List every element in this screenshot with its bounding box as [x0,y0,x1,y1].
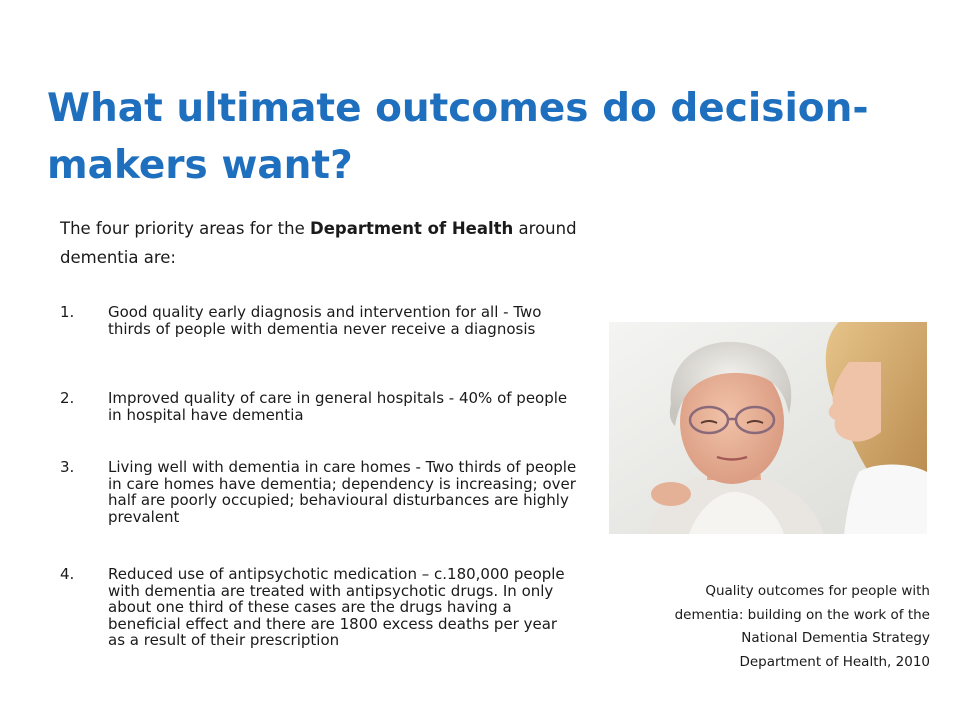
caption-line-1: Quality outcomes for people with [705,583,930,599]
caption-line-4: Department of Health, 2010 [739,653,930,670]
intro-text-before: The four priority areas for the [60,219,310,238]
priority-item-2 [60,390,600,423]
priority-number: 2. [60,389,75,407]
figure-caption [610,580,930,674]
intro-text-emphasis: Department of Health [310,219,514,238]
priority-item-1 [60,304,600,337]
priority-item-4 [60,566,600,649]
slide-title: What ultimate outcomes do decision-makers want? [47,86,869,188]
priority-text: Reduced use of antipsychotic medication – c.180,000 people with dementia are treated with antipsychotic drugs. In only about one third of these cases are the drugs having a beneficial effect and there are 1800 excess deaths per year as a result of their prescription [108,565,565,649]
priority-number: 1. [60,303,75,321]
priority-number: 3. [60,458,75,476]
caption-line-2: dementia: building on the work of the [674,606,930,623]
priority-number: 4. [60,565,75,583]
carer-with-older-woman-photo [609,322,927,534]
intro-text-after: around dementia are: [60,219,577,267]
intro-text [60,214,600,272]
priority-text: Good quality early diagnosis and intervention for all - Two thirds of people with dementia never receive a diagnosis [108,303,542,338]
priority-text: Living well with dementia in care homes - Two thirds of people in care homes have dementia; dependency is increasing; over half are poorly occupied; behavioural disturbances are highly prevalent [108,458,577,526]
priority-text: Improved quality of care in general hospitals - 40% of people in hospital have dementia [108,389,568,424]
caption-line-3: National Dementia Strategy [741,630,930,646]
priority-item-3 [60,459,600,525]
